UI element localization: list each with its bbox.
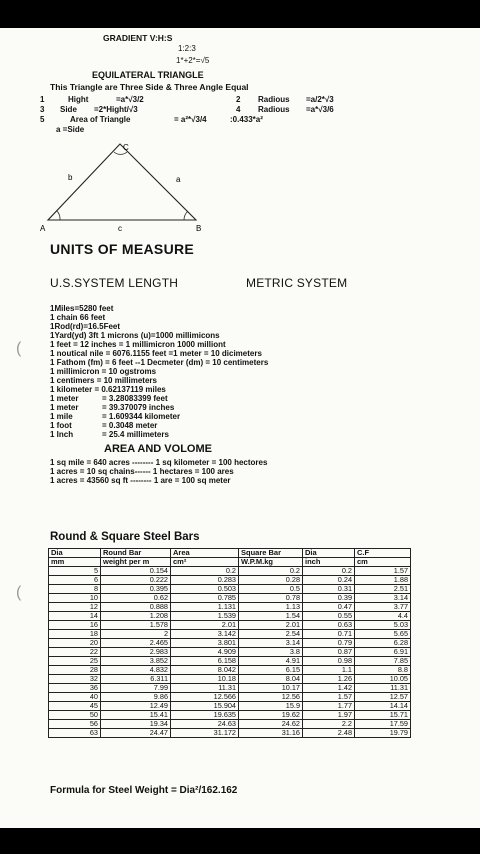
table-cell: 8 (49, 585, 101, 594)
table-cell: 3.852 (101, 657, 171, 666)
table-cell: 24.63 (171, 720, 239, 729)
table-cell: 0.283 (171, 576, 239, 585)
table-cell: 0.63 (303, 621, 355, 630)
table-cell: 0.98 (303, 657, 355, 666)
header-cell: Area (171, 549, 239, 558)
table-cell: 0.31 (303, 585, 355, 594)
table-cell: 0.87 (303, 648, 355, 657)
table-cell: 15.71 (355, 711, 411, 720)
table-cell: 3.14 (239, 639, 303, 648)
conv-value: = 3.28083399 feet (102, 394, 168, 403)
table-cell: 17.59 (355, 720, 411, 729)
formula-value: =a*√3/2 (116, 95, 144, 104)
table-cell: 0.2 (303, 567, 355, 576)
table-cell: 5.65 (355, 630, 411, 639)
table-cell: 63 (49, 729, 101, 738)
table-cell: 3.142 (171, 630, 239, 639)
table-cell: 1.539 (171, 612, 239, 621)
table-cell: 6.158 (171, 657, 239, 666)
table-cell: 40 (49, 693, 101, 702)
triangle-subtitle: This Triangle are Three Side & Three Angle Equal (50, 82, 249, 92)
table-cell: 8.8 (355, 666, 411, 675)
unit-line: 1 centimers = 10 millimeters (50, 376, 157, 385)
conv-unit: 1 Inch (50, 430, 74, 439)
table-cell: 0.28 (239, 576, 303, 585)
unit-line: 1 feet = 12 inches = 1 millimicron 1000 milliont (50, 340, 226, 349)
table-cell: 14.14 (355, 702, 411, 711)
table-cell: 1.57 (355, 567, 411, 576)
steel-table-title: Round & Square Steel Bars (50, 531, 200, 543)
table-cell: 19.79 (355, 729, 411, 738)
header-cell: Dia (303, 549, 355, 558)
table-cell: 4.4 (355, 612, 411, 621)
table-cell: 0.62 (101, 594, 171, 603)
header-cell: cm (355, 558, 411, 567)
angle-arc-a (57, 211, 60, 220)
table-cell: 56 (49, 720, 101, 729)
units-title: UNITS OF MEASURE (50, 241, 195, 257)
table-cell: 15.9 (239, 702, 303, 711)
table-cell: 11.31 (355, 684, 411, 693)
triangle-diagram (38, 140, 238, 232)
formula-number: 1 (40, 95, 45, 104)
header-cell: mm (49, 558, 101, 567)
table-cell: 5.03 (355, 621, 411, 630)
conv-unit: 1 meter (50, 394, 79, 403)
formula-number: 5 (40, 115, 45, 124)
side-label-c: c (118, 224, 122, 232)
table-cell: 24.47 (101, 729, 171, 738)
unit-line: 1Rod(rd)=16.5Feet (50, 322, 121, 331)
table-cell: 18 (49, 630, 101, 639)
vertex-label-b: B (196, 224, 202, 232)
table-cell: 0.78 (239, 594, 303, 603)
table-cell: 0.222 (101, 576, 171, 585)
table-cell: 19.635 (171, 711, 239, 720)
area-line: 1 acres = 10 sq chains------ 1 hectares = 100 ares (50, 467, 234, 476)
table-cell: 1.26 (303, 675, 355, 684)
formula-label: Hight (68, 95, 89, 104)
conv-value: = 0.3048 meter (102, 421, 158, 430)
side-label-b: b (68, 173, 73, 182)
formula-value: =a*√3/6 (306, 105, 334, 114)
table-cell: 1.578 (101, 621, 171, 630)
table-cell: 0.24 (303, 576, 355, 585)
table-cell: 2.01 (239, 621, 303, 630)
table-cell: 1.208 (101, 612, 171, 621)
table-cell: 3.77 (355, 603, 411, 612)
table-cell: 1.77 (303, 702, 355, 711)
header-cell: inch (303, 558, 355, 567)
table-cell: 20 (49, 639, 101, 648)
header-cell: cm² (171, 558, 239, 567)
gradient-ratio: 1:2:3 (178, 44, 196, 53)
formula-label: Side (60, 105, 77, 114)
table-cell: 14 (49, 612, 101, 621)
header-cell: Dia (49, 549, 101, 558)
conv-value: = 39.370079 inches (102, 403, 175, 412)
table-cell: 1.97 (303, 711, 355, 720)
gradient-formula: 1*+2*=√5 (176, 56, 210, 65)
conv-unit: 1 mile (50, 412, 73, 421)
table-cell: 5 (49, 567, 101, 576)
table-cell: 8.042 (171, 666, 239, 675)
table-cell: 10.18 (171, 675, 239, 684)
table-cell: 0.79 (303, 639, 355, 648)
unit-line: 1 Fathom (fm) = 6 feet --1 Decmeter (dm) = 10 centimeters (50, 358, 269, 367)
table-cell: 3.14 (355, 594, 411, 603)
unit-line: 1Miles=5280 feet (50, 304, 114, 313)
side-label-a: a (176, 175, 181, 184)
table-cell: 2.983 (101, 648, 171, 657)
table-cell: 16 (49, 621, 101, 630)
table-cell: 24.62 (239, 720, 303, 729)
table-cell: 15.41 (101, 711, 171, 720)
triangle-shape (48, 144, 196, 220)
header-cell: Square Bar (239, 549, 303, 558)
table-cell: 2.2 (303, 720, 355, 729)
table-cell: 12.57 (355, 693, 411, 702)
table-cell: 2 (101, 630, 171, 639)
table-cell: 28 (49, 666, 101, 675)
steel-bars-table (48, 548, 411, 738)
formula-value: =a/2*√3 (306, 95, 334, 104)
vertex-label-a: A (40, 224, 46, 232)
table-cell: 12 (49, 603, 101, 612)
table-cell: 31.16 (239, 729, 303, 738)
steel-formula: Formula for Steel Weight = Dia²/162.162 (50, 785, 238, 796)
table-cell: 6.28 (355, 639, 411, 648)
table-cell: 0.888 (101, 603, 171, 612)
table-cell: 2.54 (239, 630, 303, 639)
table-cell: 1.88 (355, 576, 411, 585)
table-cell: 31.172 (171, 729, 239, 738)
table-cell: 12.49 (101, 702, 171, 711)
table-cell: 11.31 (171, 684, 239, 693)
table-cell: 6.91 (355, 648, 411, 657)
table-cell: 25 (49, 657, 101, 666)
formula-number: 3 (40, 105, 45, 114)
area-title: AREA AND VOLOME (104, 443, 212, 455)
page-mark: ( (16, 584, 22, 601)
header-cell: Round Bar (101, 549, 171, 558)
header-cell: weight per m (101, 558, 171, 567)
table-cell: 7.99 (101, 684, 171, 693)
table-cell: 36 (49, 684, 101, 693)
formula-number: 2 (236, 95, 241, 104)
unit-line: 1Yard(yd) 3ft 1 microns (u)=1000 millimicons (50, 331, 220, 340)
table-cell: 0.47 (303, 603, 355, 612)
table-cell: 10.05 (355, 675, 411, 684)
unit-line: 1 kilometer = 0.62137119 miles (50, 385, 166, 394)
table-cell: 6.311 (101, 675, 171, 684)
unit-line: 1 millimicron = 10 ogstroms (50, 367, 157, 376)
formula-number: 4 (236, 105, 241, 114)
metric-system-title: METRIC SYSTEM (246, 276, 348, 290)
table-cell: 50 (49, 711, 101, 720)
conv-value: = 25.4 millimeters (102, 430, 169, 439)
table-cell: 0.2 (171, 567, 239, 576)
table-cell: 0.785 (171, 594, 239, 603)
table-cell: 0.55 (303, 612, 355, 621)
area-line: 1 sq mile = 640 acres -------- 1 sq kilometer = 100 hectores (50, 458, 268, 467)
table-cell: 12.566 (171, 693, 239, 702)
table-cell: 0.2 (239, 567, 303, 576)
unit-line: 1 noutical nile = 6076.1155 feet =1 meter = 10 dicimeters (50, 349, 262, 358)
table-cell: 22 (49, 648, 101, 657)
formula-value: = a²*√3/4 (174, 115, 207, 124)
table-cell: 4.909 (171, 648, 239, 657)
table-cell: 10 (49, 594, 101, 603)
header-cell: C.F (355, 549, 411, 558)
conv-value: = 1.609344 kilometer (102, 412, 181, 421)
table-cell: 2.51 (355, 585, 411, 594)
table-cell: 4.91 (239, 657, 303, 666)
table-cell: 1.13 (239, 603, 303, 612)
table-cell: 9.86 (101, 693, 171, 702)
table-cell: 3.8 (239, 648, 303, 657)
triangle-title: EQUILATERAL TRIANGLE (92, 70, 204, 80)
unit-line: 1 chain 66 feet (50, 313, 106, 322)
table-cell: 1.131 (171, 603, 239, 612)
vertex-label-c: C (123, 143, 129, 152)
page-mark: ( (16, 340, 22, 357)
table-row (49, 729, 411, 738)
table-cell: 0.395 (101, 585, 171, 594)
table-cell: 0.5 (239, 585, 303, 594)
table-cell: 6.15 (239, 666, 303, 675)
table-cell: 0.154 (101, 567, 171, 576)
formula-label: Area of Triangle (70, 115, 131, 124)
formula-label: Radious (258, 105, 290, 114)
table-cell: 8.04 (239, 675, 303, 684)
area-line: 1 acres = 43560 sq ft -------- 1 are = 100 sq meter (50, 476, 231, 485)
gradient-title: GRADIENT V:H:S (103, 33, 173, 43)
table-cell: 4.832 (101, 666, 171, 675)
side-note: a =Side (56, 125, 85, 134)
table-cell: 0.503 (171, 585, 239, 594)
table-cell: 10.17 (239, 684, 303, 693)
document-page (0, 28, 480, 828)
table-cell: 15.904 (171, 702, 239, 711)
us-system-title: U.S.SYSTEM LENGTH (50, 276, 179, 290)
table-cell: 12.56 (239, 693, 303, 702)
table-cell: 19.62 (239, 711, 303, 720)
formula-value: =2*Hight/√3 (94, 105, 138, 114)
table-cell: 2.465 (101, 639, 171, 648)
table-cell: 0.39 (303, 594, 355, 603)
table-cell: 7.85 (355, 657, 411, 666)
table-cell: 32 (49, 675, 101, 684)
table-cell: 6 (49, 576, 101, 585)
table-cell: 2.01 (171, 621, 239, 630)
table-cell: 1.57 (303, 693, 355, 702)
table-cell: 1.42 (303, 684, 355, 693)
angle-arc-c (114, 152, 127, 154)
table-cell: 1.54 (239, 612, 303, 621)
table-cell: 0.71 (303, 630, 355, 639)
table-cell: 2.48 (303, 729, 355, 738)
table-cell: 3.801 (171, 639, 239, 648)
conv-unit: 1 meter (50, 403, 79, 412)
table-cell: 45 (49, 702, 101, 711)
formula-value: :0.433*a² (230, 115, 263, 124)
angle-arc-b (184, 211, 188, 220)
formula-label: Radious (258, 95, 290, 104)
header-cell: W.P.M.kg (239, 558, 303, 567)
table-cell: 19.34 (101, 720, 171, 729)
table-cell: 1.1 (303, 666, 355, 675)
conv-unit: 1 foot (50, 421, 72, 430)
